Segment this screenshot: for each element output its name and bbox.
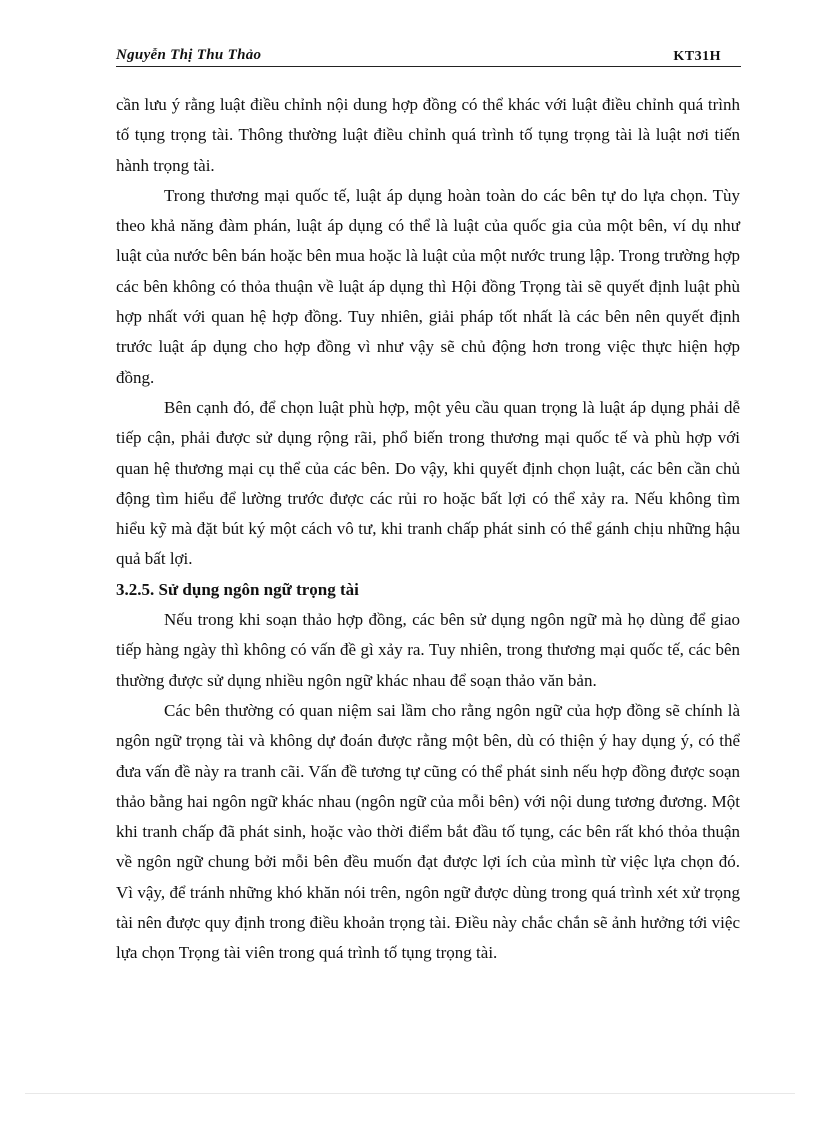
paragraph-language-intro: Nếu trong khi soạn thảo hợp đồng, các bên sử dụng ngôn ngữ mà họ dùng để giao tiếp hàng ngày thì không có vấn đề gì xảy ra. Tuy nhiên, trong thương mại quốc tế, các bên thường được sử dụng nhiều ngôn ngữ khác nhau để soạn thảo văn bản. [116,610,740,690]
page-header [116,46,741,67]
paragraph-law-selection: Bên cạnh đó, để chọn luật phù hợp, một yêu cầu quan trọng là luật áp dụng phải dễ tiếp cận, phải được sử dụng rộng rãi, phổ biến trong thương mại quốc tế và phù hợp với quan hệ thương mại cụ thể của các bên. Do vậy, khi quyết định chọn luật, các bên cần chủ động tìm hiểu để lường trước được các rủi ro hoặc bất lợi có thể xảy ra. Nếu không tìm hiểu kỹ mà đặt bút ký một cách vô tư, khi tranh chấp phát sinh có thể gánh chịu những hậu quả bất lợi. [116,397,740,569]
page-bottom-divider [25,1093,795,1094]
document-body [116,90,740,969]
paragraph-language-issues: Các bên thường có quan niệm sai lầm cho rằng ngôn ngữ của hợp đồng sẽ chính là ngôn ngữ trọng tài và không dự đoán được rằng một bên, dù có thiện ý hay dụng ý, có thể đưa vấn đề này ra tranh cãi. Vấn đề tương tự cũng có thể phát sinh nếu hợp đồng được soạn thảo bằng hai ngôn ngữ khác nhau (ngôn ngữ của mỗi bên) với nội dung tương đương. Một khi tranh chấp đã phát sinh, hoặc vào thời điểm bắt đầu tố tụng, các bên rất khó thỏa thuận về ngôn ngữ chung bởi mỗi bên đều muốn đạt được lợi ích của mình từ việc lựa chọn đó. Vì vậy, để tránh những khó khăn nói trên, ngôn ngữ được dùng trong quá trình xét xử trọng tài nên được quy định trong điều khoản trọng tài. Điều này chắc chắn sẽ ảnh hưởng tới việc lựa chọn Trọng tài viên trong quá trình tố tụng trọng tài. [116,700,740,963]
section-heading: 3.2.5. Sử dụng ngôn ngữ trọng tài [116,579,359,599]
header-class-code: KT31H [673,49,721,64]
paragraph-applicable-law: Trong thương mại quốc tế, luật áp dụng hoàn toàn do các bên tự do lựa chọn. Tùy theo khả năng đàm phán, luật áp dụng có thể là luật của quốc gia của một bên, ví dụ như luật của nước bên bán hoặc bên mua hoặc là luật của một nước trung lập. Trong trường hợp các bên không có thỏa thuận về luật áp dụng thì Hội đồng Trọng tài sẽ quyết định luật phù hợp nhất với quan hệ hợp đồng. Tuy nhiên, giải pháp tốt nhất là các bên nên quyết định trước luật áp dụng cho hợp đồng vì như vậy sẽ chủ động hơn trong việc thực hiện hợp đồng. [116,185,740,387]
header-author: Nguyễn Thị Thu Thảo [116,47,262,63]
paragraph-continuation: cần lưu ý rằng luật điều chỉnh nội dung hợp đồng có thể khác với luật điều chỉnh quá trình tố tụng trọng tài. Thông thường luật điều chỉnh quá trình tố tụng trọng tài là luật nơi tiến hành trọng tài. [116,95,740,175]
